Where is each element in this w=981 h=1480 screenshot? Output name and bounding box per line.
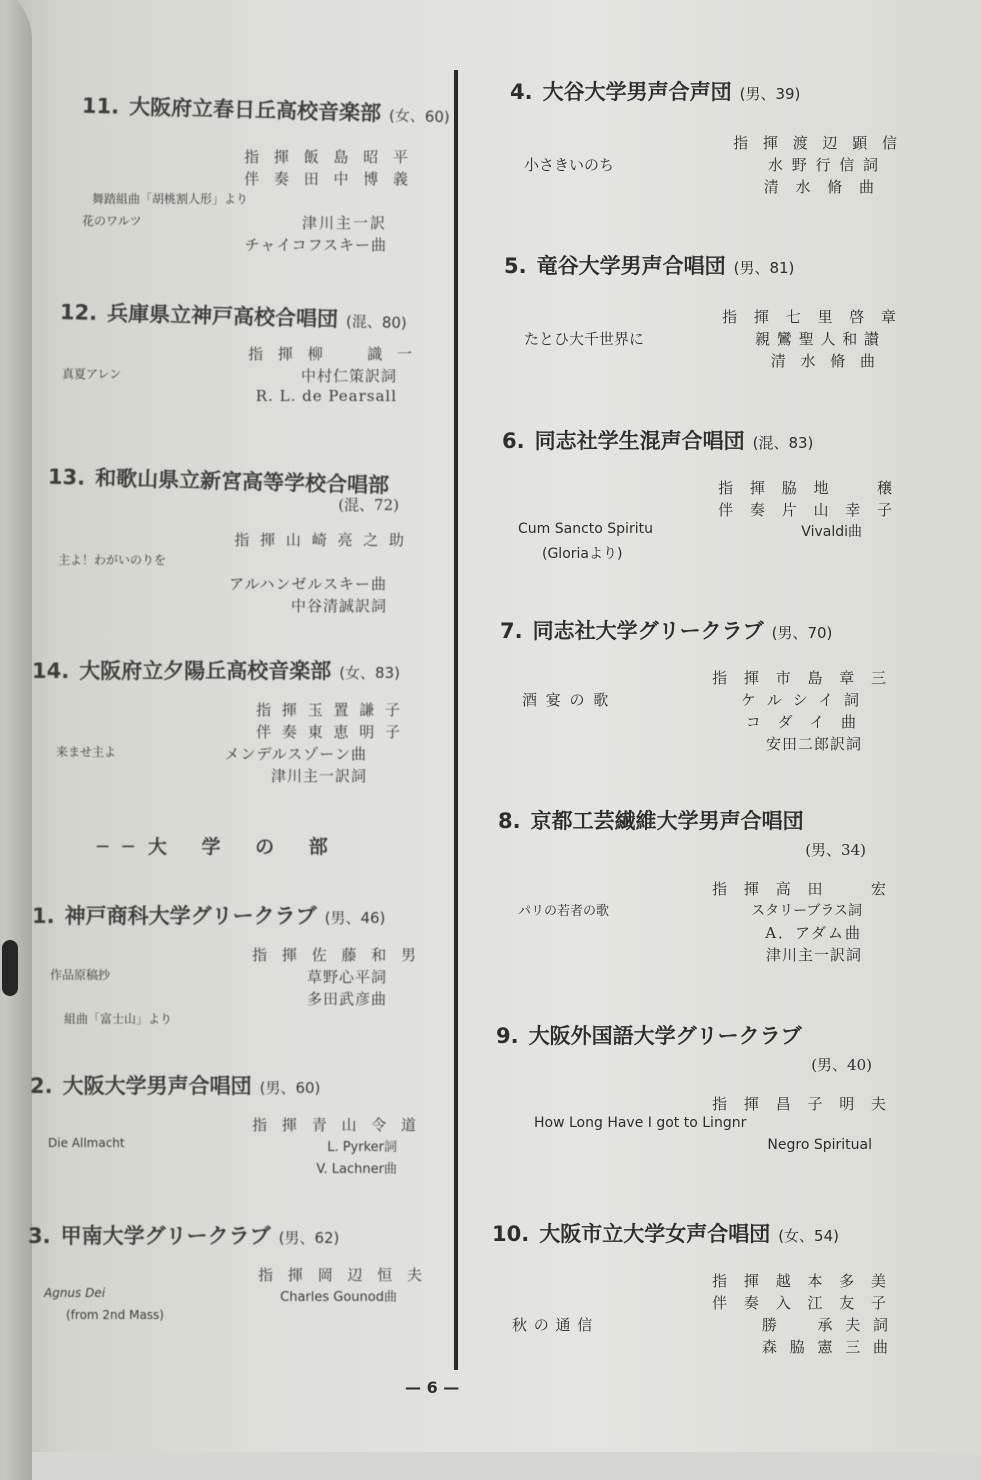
credit: A．アダム曲 [765, 924, 862, 942]
credit: R. L. de Pearsall [255, 387, 397, 405]
song-title: How Long Have I got to Lingnr [534, 1115, 747, 1131]
credit: 勝 承 夫 詞 [761, 1316, 892, 1334]
credit: アルハンゼルスキー曲 [229, 575, 387, 593]
credit: スタリーブラス詞 [751, 903, 862, 919]
choir-entry [22, 1220, 427, 1330]
binding-hole [2, 940, 18, 996]
choir-entry [22, 1070, 427, 1180]
conductor: 指 揮 佐 藤 和 男 [252, 946, 421, 964]
song-title: Agnus Dei [44, 1286, 106, 1300]
credit: L. Pyrker詞 [327, 1140, 397, 1155]
credit: 清 水 脩 曲 [763, 178, 880, 196]
accompanist: 伴 奏 入 江 友 子 [712, 1294, 892, 1312]
choir-entry [492, 1020, 912, 1159]
page-number: — 6 — [405, 1378, 460, 1397]
credit: チャイコフスキー曲 [244, 236, 387, 254]
song-title: Cum Sancto Spiritu [518, 521, 653, 537]
credit: ケ ル シ イ 詞 [740, 691, 862, 709]
choir-title: 6. 同志社学生混声合唱団 (混、83) [502, 429, 814, 453]
credit: 津川主一訳詞 [270, 767, 367, 785]
credit: 津川主一訳 [301, 214, 387, 232]
credit: コ ダ イ 曲 [745, 713, 862, 731]
choir-title: 2. 大阪大学男声合唱団 (男、60) [30, 1074, 321, 1098]
choir-title: 4. 大谷大学男声合声団 (男、39) [510, 80, 801, 104]
conductor: 指 揮 市 島 章 三 [712, 669, 892, 687]
credit: 多田武彦曲 [306, 990, 387, 1008]
suite-note: 舞踏組曲「胡桃割人形」より [92, 192, 249, 206]
choir-entry [22, 460, 427, 617]
song-title: 主よ！わがいのりを [58, 553, 167, 567]
credit: 中村仁策訳詞 [300, 367, 397, 385]
credit: Negro Spiritual [767, 1137, 872, 1153]
song-title: 小さきいのち [524, 156, 615, 174]
column-divider [454, 70, 458, 1370]
conductor: 指 揮 越 本 多 美 [712, 1272, 892, 1290]
conductor: 指 揮 高 田 宏 [712, 880, 892, 898]
credit: 草野心平詞 [306, 968, 387, 986]
credit: 親 鸞 聖 人 和 讃 [755, 330, 880, 348]
conductor: 指 揮 青 山 令 道 [252, 1116, 421, 1134]
conductor: 指 揮 飯 島 昭 平 [244, 148, 413, 166]
choir-entry [492, 805, 912, 966]
choir-title: 9. 大阪外国語大学グリークラブ [496, 1024, 802, 1048]
credit: 中谷清誠訳詞 [290, 597, 387, 615]
choir-entry [492, 425, 912, 565]
choir-entry [492, 1218, 912, 1358]
suite-note: (from 2nd Mass) [66, 1308, 164, 1322]
conductor: 指 揮 岡 辺 恒 夫 [258, 1266, 427, 1284]
choir-title: 8. 京都工芸繊維大学男声合唱団 [498, 809, 804, 833]
credit: Vivaldi曲 [801, 524, 862, 540]
song-title: 花のワルツ [82, 214, 142, 228]
conductor: 指 揮 脇 地 穣 [718, 479, 898, 497]
song-title: Die Allmacht [48, 1136, 125, 1150]
credit: V. Lachner曲 [316, 1162, 397, 1177]
credit: 津川主一訳詞 [765, 946, 862, 964]
conductor: 指 揮 山 崎 亮 之 助 [234, 531, 407, 549]
choir-entry [22, 295, 427, 409]
choir-entry [492, 615, 912, 755]
choir-title: 5. 竜谷大学男声合唱団 (男、81) [504, 254, 795, 278]
choir-entry [492, 250, 912, 372]
conductor: 指 揮 柳 識 一 [248, 345, 417, 363]
choir-entry [492, 76, 912, 198]
conductor: 指 揮 昌 子 明 夫 [712, 1095, 892, 1113]
suite-note: (Gloriaより) [542, 546, 623, 562]
credit: 水 野 行 信 詞 [767, 156, 880, 174]
song-title: 真夏アレン [62, 367, 122, 381]
credit: 清 水 脩 曲 [770, 352, 880, 370]
choir-title: 14. 大阪府立夕陽丘高校音楽部 (女、83) [32, 659, 400, 683]
choir-title: 12. 兵庫県立神戸高校合唱団 (混、80) [59, 299, 408, 333]
credit: Charles Gounod曲 [280, 1290, 397, 1305]
credit: メンデルスゾーン曲 [224, 745, 367, 763]
song-title: 作品原稿抄 [50, 968, 111, 982]
song-title: 秋 の 通 信 [512, 1316, 594, 1334]
choir-title: 7. 同志社大学グリークラブ (男、70) [500, 619, 833, 643]
conductor: 指 揮 渡 辺 顕 信 [733, 134, 902, 152]
credit: 森 脇 憲 三 曲 [761, 1338, 892, 1356]
accompanist: 伴 奏 東 恵 明 子 [256, 723, 403, 741]
conductor: 指 揮 七 里 啓 章 [722, 308, 902, 326]
section-heading: ──大 学 の 部 [97, 836, 342, 858]
choir-entry [22, 900, 427, 1032]
credit: 安田二郎訳詞 [765, 735, 862, 753]
song-title: たとひ大千世界に [524, 330, 645, 348]
choir-title: 11. 大阪府立春日丘高校音楽部 (女、60) [81, 93, 451, 127]
suite-note: 組曲「富士山」より [64, 1012, 173, 1026]
choir-title: 1. 神戸商科大学グリークラブ (男、46) [32, 904, 386, 928]
song-title: パリの若者の歌 [518, 904, 610, 919]
accompanist: 伴 奏 片 山 幸 子 [718, 501, 898, 519]
choir-title: 13. 和歌山県立新宮高等学校合唱部 [47, 464, 390, 498]
choir-title: 10. 大阪市立大学女声合唱団 (女、54) [492, 1222, 839, 1246]
song-title: 酒 宴 の 歌 [522, 691, 611, 709]
song-title: 来ませ主よ [56, 745, 117, 759]
accompanist: 伴 奏 田 中 博 義 [244, 170, 413, 188]
conductor: 指 揮 玉 置 謙 子 [256, 701, 403, 719]
member-count: (混、72) [338, 496, 399, 514]
choir-entry [22, 88, 451, 256]
member-count: (男、34) [805, 841, 866, 859]
member-count: (男、40) [811, 1056, 872, 1074]
choir-title: 3. 甲南大学グリークラブ (男、62) [28, 1224, 340, 1248]
choir-entry [22, 655, 427, 787]
